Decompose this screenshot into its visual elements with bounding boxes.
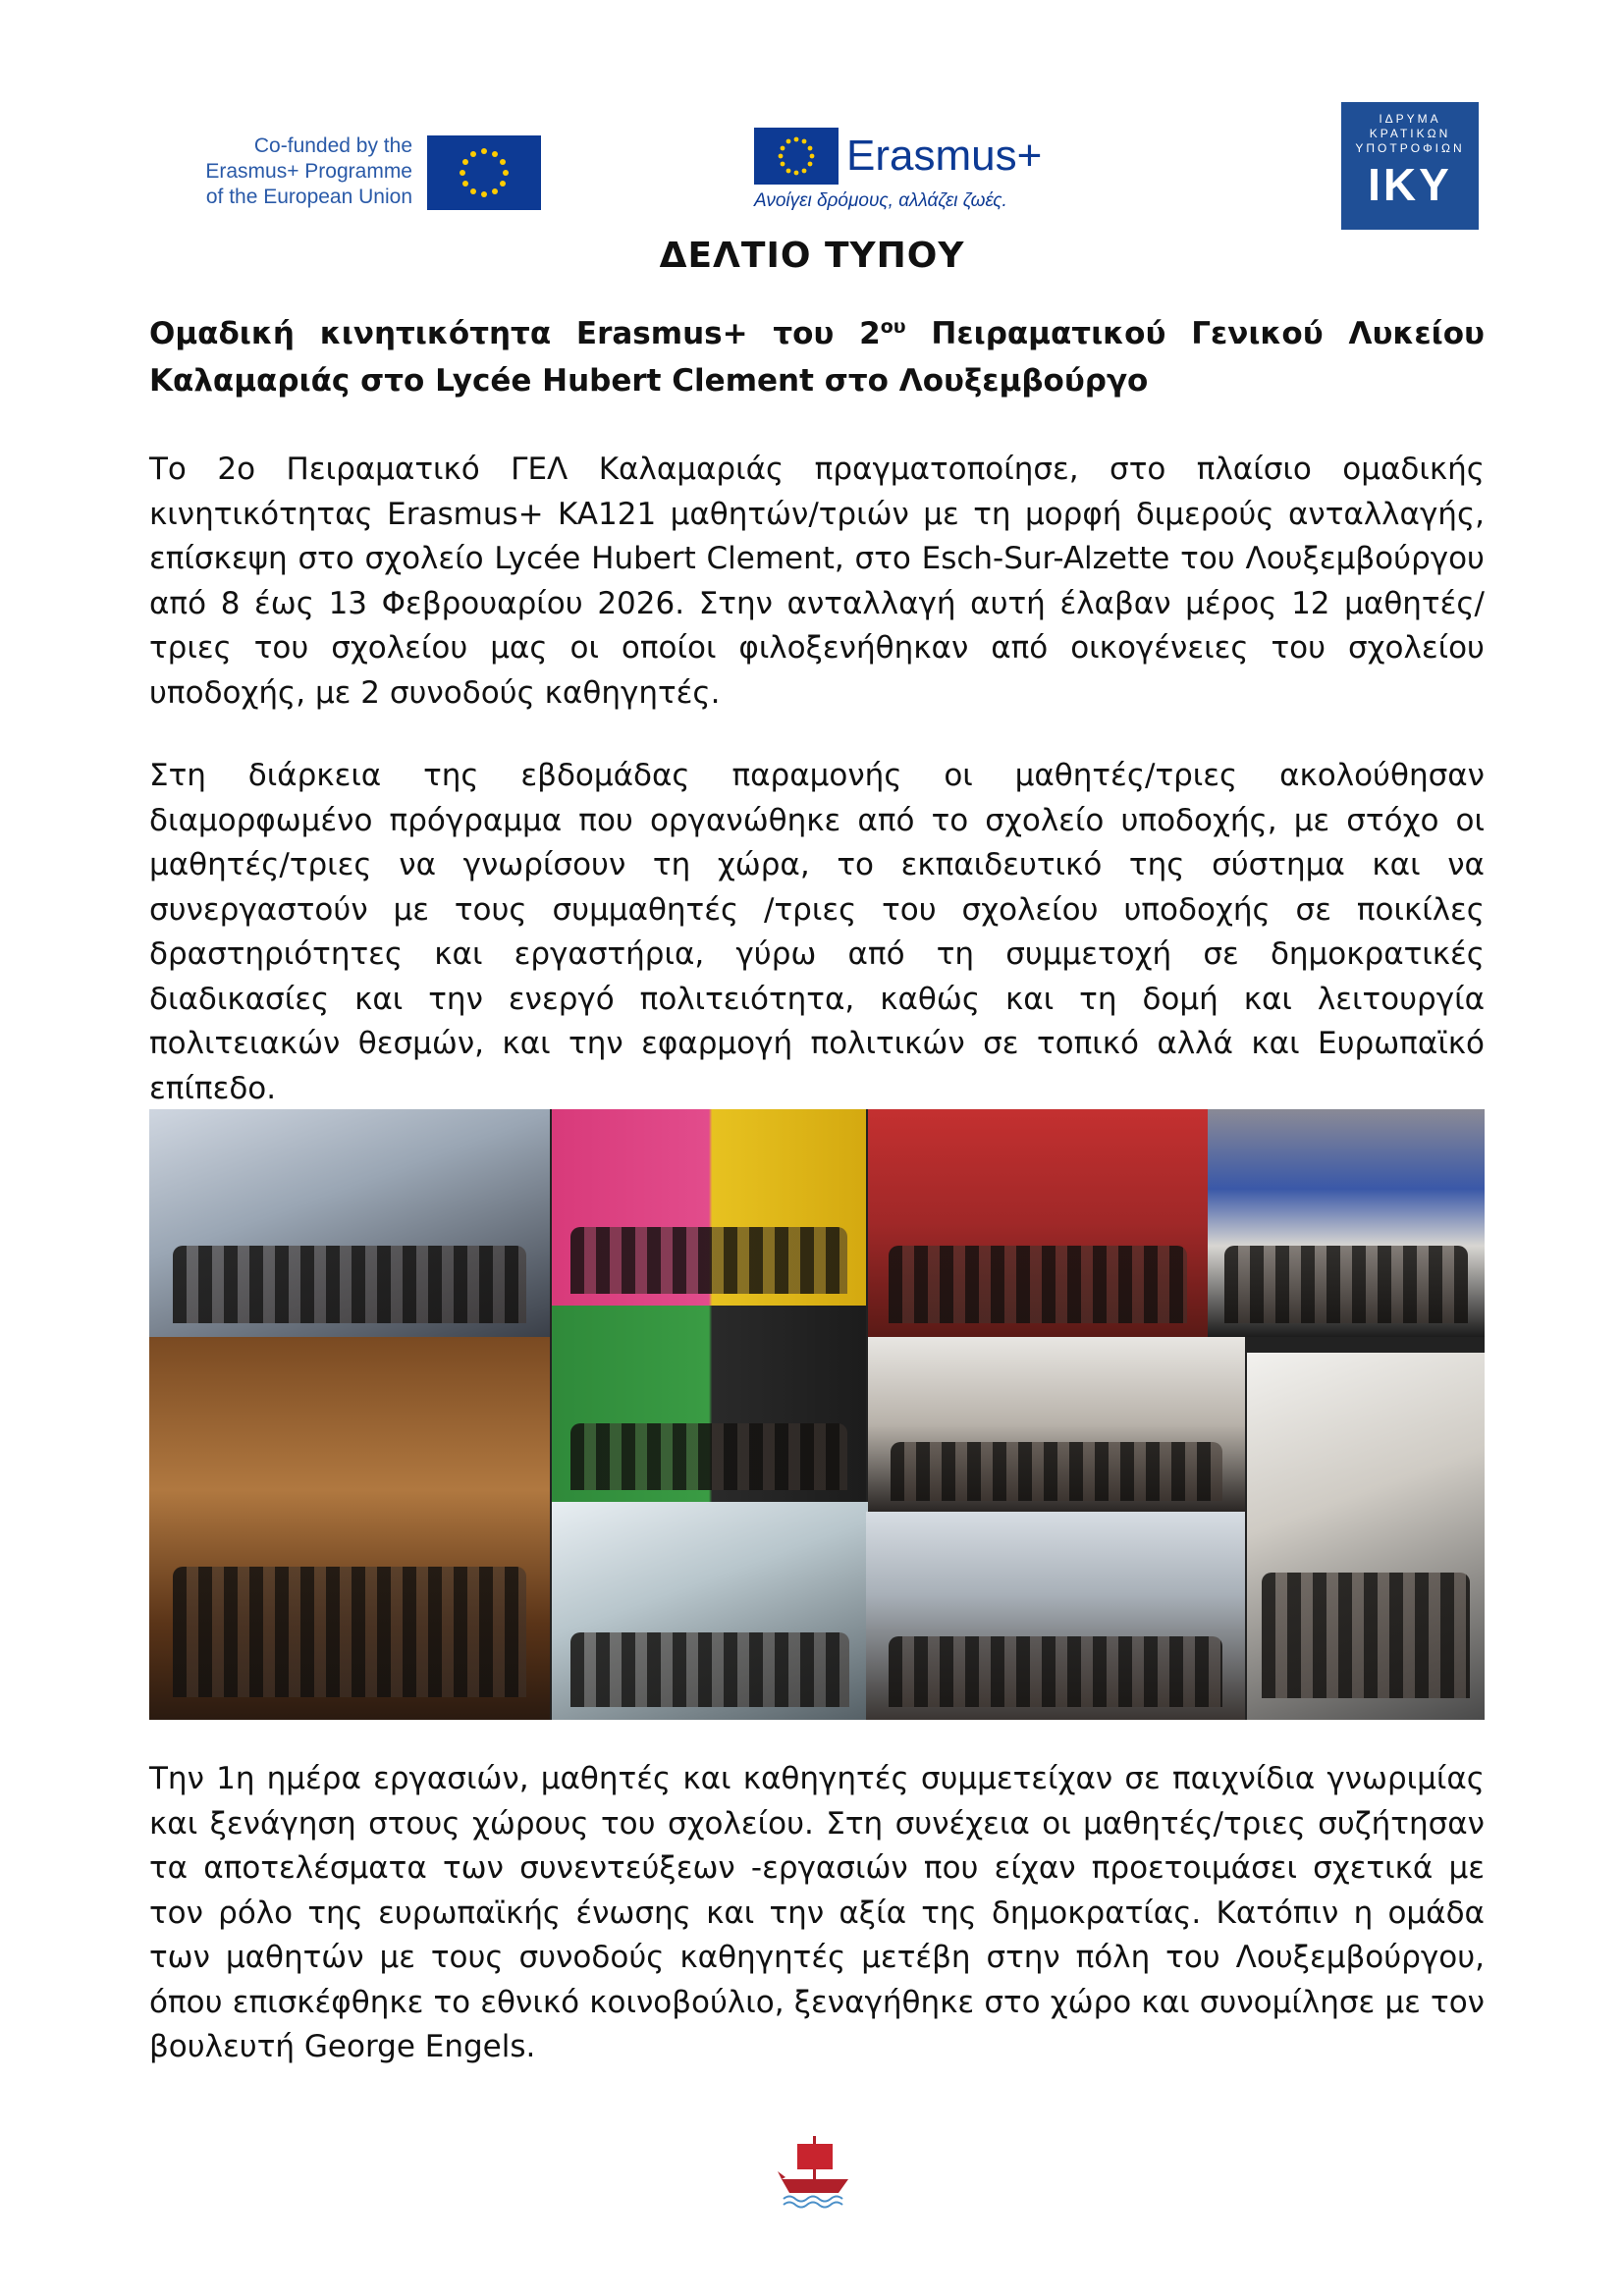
photo-figures: [570, 1227, 847, 1294]
photo-meeting-room: [1247, 1353, 1485, 1720]
cofund-line-2: Erasmus+ Programme: [205, 160, 412, 183]
photo-figures: [570, 1423, 847, 1490]
iky-caption: [1341, 102, 1479, 156]
iky-caption-line-1: ΙΔΡΥΜΑ: [1379, 112, 1441, 126]
logo-header: [0, 98, 1624, 236]
photo-figures: [889, 1246, 1188, 1323]
erasmus-stars-icon: [754, 128, 839, 185]
erasmus-wordmark: Erasmus+: [846, 132, 1043, 180]
cofund-line-3: of the European Union: [205, 186, 412, 208]
photo-music-room: [868, 1109, 1208, 1337]
photo-figures: [1224, 1246, 1468, 1323]
iky-caption-line-2: ΚΡΑΤΙΚΩΝ: [1369, 127, 1451, 140]
eu-stars-icon: [427, 135, 541, 210]
erasmus-flag-icon: [754, 128, 839, 185]
subtitle-text-a: Ομαδική κινητικότητα Erasmus+ του 2: [149, 316, 881, 351]
erasmus-plus-logo: [754, 128, 1043, 221]
subtitle-text-b: Πειραματικού Γενικού Λυκείου: [905, 316, 1485, 351]
photo-group-indoor: [868, 1337, 1245, 1512]
cofund-line-1: Co-funded by the: [253, 134, 412, 157]
ship-icon: [776, 2130, 854, 2213]
photo-figures: [570, 1632, 848, 1706]
photo-collage: [149, 1109, 1485, 1720]
photo-colorful-classroom: [552, 1109, 866, 1306]
photo-flags-group: [1208, 1109, 1485, 1337]
photo-lecture-hall: [149, 1109, 550, 1337]
photo-figures: [173, 1567, 525, 1697]
photo-group-outdoor: [866, 1512, 1245, 1720]
subtitle-superscript: ου: [880, 315, 906, 338]
page-title: ΔΕΛΤΙΟ ΤΥΠΟΥ: [659, 236, 965, 276]
subtitle-line-2: Καλαμαριάς στο Lycée Hubert Clement στο Λουξεμβούργο: [149, 363, 1149, 399]
school-ship-logo: [776, 2130, 854, 2213]
iky-wordmark: ΙΚΥ: [1368, 159, 1452, 210]
paragraph-1: Το 2ο Πειραματικό ΓΕΛ Καλαμαριάς πραγματοποίησε, στο πλαίσιο ομαδικής κινητικότητας Erasmus+ KA121 μαθητών/τριών με τη μορφή διμερούς ανταλλαγής, επίσκεψη στο σχολείο Lycée Hubert Clement, στο Esch-Sur-Alzette του Λουξεμβούργου από 8 έως 13 Φεβρουαρίου 2026. Στην ανταλλαγή αυτή έλαβαν μέρος 12 μαθητές/τριες του σχολείου μας οι οποίοι φιλοξενήθηκαν από οικογένειες του σχολείου υποδοχής, με 2 συνοδούς καθηγητές.: [149, 452, 1485, 711]
photo-figures: [173, 1246, 525, 1323]
subtitle-line-1: [149, 310, 1485, 357]
photo-classroom-group: [552, 1502, 868, 1720]
photo-figures: [889, 1636, 1222, 1707]
iky-caption-line-3: ΥΠΟΤΡΟΦΙΩΝ: [1355, 141, 1465, 155]
paragraph-2: Στη διάρκεια της εβδομάδας παραμονής οι μαθητές/τριες ακολούθησαν διαμορφωμένο πρόγραμμα που οργανώθηκε από το σχολείο υποδοχής, με στόχο οι μαθητές/τριες να γνωρίσουν τη χώρα, το εκπαιδευτικό της σύστημα και να συνεργαστούν με τους συμμαθητές /τριες του σχολείου υποδοχής σε ποικίλες δραστηριότητες και εργαστήρια, γύρω από τη συμμετοχή σε δημοκρατικές διαδικασίες και την ενεργό πολιτειότητα, καθώς και τη δομή και λειτουργία πολιτειακών θεσμών, και την εφαρμογή πολιτικών σε τοπικό αλλά και Ευρωπαϊκό επίπεδο.: [149, 758, 1485, 1106]
iky-logo: [1341, 102, 1479, 230]
eu-flag-icon: [427, 135, 541, 210]
photo-figures: [1262, 1573, 1471, 1697]
document-subtitle: [149, 310, 1485, 404]
photo-figures: [891, 1442, 1222, 1502]
eu-cofunded-logo: [169, 133, 542, 212]
cofund-text: [169, 133, 412, 210]
erasmus-slogan: Ανοίγει δρόμους, αλλάζει ζωές.: [754, 190, 1007, 211]
paragraph-3: Την 1η ημέρα εργασιών, μαθητές και καθηγητές συμμετείχαν σε παιχνίδια γνωριμίας και ξενάγηση στους χώρους του σχολείου. Στη συνέχεια οι μαθητές/τριες συζήτησαν τα αποτελέσματα των συνεντεύξεων -εργασιών που είχαν προετοιμάσει σχετικά με τον ρόλο της ευρωπαϊκής ένωσης και την αξία της δημοκρατίας. Κατόπιν η ομάδα των μαθητών με τους συνοδούς καθηγητές μετέβη στην πόλη του Λουξεμβούργου, όπου επισκέφθηκε το εθνικό κοινοβούλιο, ξεναγήθηκε στο χώρο και συνομίλησε με τον βουλευτή George Engels.: [149, 1761, 1485, 2064]
photo-parliament-chamber: [149, 1337, 550, 1720]
photo-green-workroom: [552, 1306, 866, 1502]
